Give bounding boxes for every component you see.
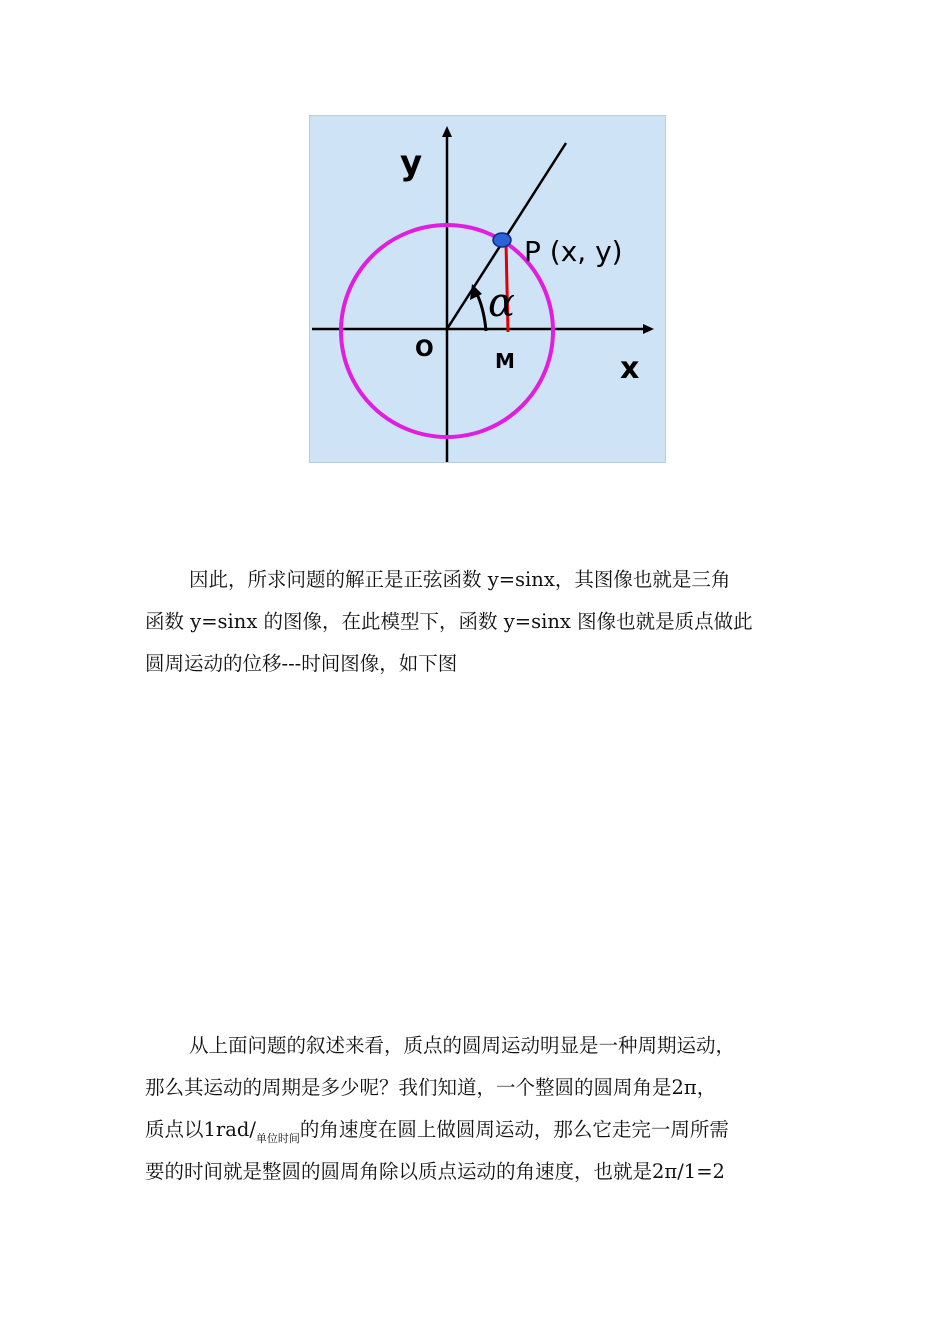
paragraph-1 xyxy=(145,559,810,685)
unit-circle-diagram xyxy=(310,116,665,462)
line-3-suffix: 的角速度在圆上做圆周运动，那么它走完一周所需 xyxy=(299,1118,729,1141)
label-x: x xyxy=(620,351,640,386)
paragraph-1-line-2: 函数 y=sinx 的图像，在此模型下，函数 y=sinx 图像也就是质点做此 xyxy=(145,610,753,633)
angle-arc xyxy=(476,292,486,331)
x-axis-arrow-icon xyxy=(643,324,654,334)
point-p xyxy=(493,233,511,247)
paragraph-2-line-3 xyxy=(145,1109,810,1151)
y-axis-arrow-icon xyxy=(442,126,452,137)
label-m: M xyxy=(495,349,515,373)
unit-time-subscript: 单位时间 xyxy=(255,1132,300,1145)
label-alpha: α xyxy=(488,280,516,326)
label-y: y xyxy=(400,143,423,183)
paragraph-2-line-1: 从上面问题的叙述来看，质点的圆周运动明显是一种周期运动， xyxy=(189,1034,736,1057)
paragraph-2 xyxy=(145,1025,810,1193)
label-p: P (x, y) xyxy=(524,235,623,268)
unit-circle-figure xyxy=(310,116,665,462)
label-origin: O xyxy=(415,337,434,362)
paragraph-2-line-2: 那么其运动的周期是多少呢？我们知道，一个整圆的圆周角是2π， xyxy=(145,1076,717,1099)
paragraph-2-line-4: 要的时间就是整圆的圆周角除以质点运动的角速度，也就是2π/1=2 xyxy=(145,1160,725,1183)
paragraph-1-line-1: 因此，所求问题的解正是正弦函数 y=sinx，其图像也就是三角 xyxy=(189,568,731,591)
paragraph-1-line-3: 圆周运动的位移---时间图像，如下图 xyxy=(145,652,458,675)
line-3-prefix: 质点以1rad/ xyxy=(145,1118,256,1141)
angle-arrow-icon xyxy=(470,284,482,300)
